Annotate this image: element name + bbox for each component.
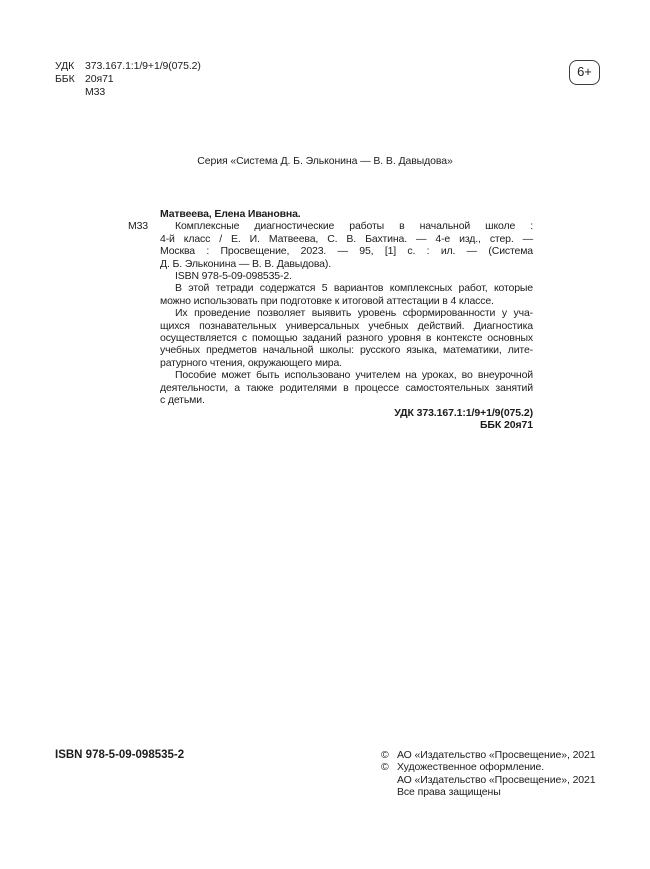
bbk-footer-line: ББК 20я71 [479, 418, 533, 431]
classification-block [55, 60, 201, 100]
copyright-line: АО «Издательство «Просвещение», 2021 [397, 749, 596, 761]
series-line: Серия «Система Д. Б. Эльконина — В. В. Давыдова» [197, 155, 453, 167]
udk-footer-line: УДК 373.167.1:1/9+1/9(075.2) [394, 406, 533, 419]
annotation-paragraph-3 [160, 369, 533, 406]
annotation-line: с детьми. [160, 394, 205, 407]
annotation-line: В этой тетради содержатся 5 вариантов комплексных работ, которые [175, 282, 533, 295]
copyright-line: Все права защищены [397, 785, 501, 798]
copyright-icon: © [381, 749, 389, 761]
description-line: 4-й класс / Е. И. Матвеева, С. В. Бахтина. — 4-е изд., стер. — [160, 232, 533, 245]
annotation-paragraph-1 [160, 282, 533, 307]
catalog-card-text [160, 208, 533, 431]
bbk-label: ББК [55, 73, 75, 86]
bbk-value: 20я71 [85, 73, 114, 86]
udk-value: 373.167.1:1/9+1/9(075.2) [85, 60, 201, 72]
copyright-icon: © [381, 761, 389, 774]
copyright-line: Художественное оформление. [397, 761, 545, 774]
annotation-line: щихся познавательных универсальных учебных действий. Диагностика [160, 319, 533, 332]
bibliographic-description [160, 220, 533, 270]
annotation-line: учебных предметов начальной школы: русского языка, математики, лите- [160, 344, 533, 357]
annotation-line: деятельности, а также родителями в процессе самостоятельных занятий [160, 381, 533, 394]
description-line: Д. Б. Эльконина — В. В. Давыдова). [160, 257, 331, 270]
annotation-line: Пособие может быть использовано учителем на уроках, во внеурочной [175, 369, 533, 382]
udk-label: УДК [55, 60, 75, 72]
annotation-line: ратурного чтения, окружающего мира. [160, 356, 342, 369]
classification-footer [160, 407, 533, 432]
annotation-paragraph-2 [160, 307, 533, 369]
author-sign: М33 [85, 86, 106, 99]
empty-cell [55, 86, 85, 99]
annotation-line: осуществляется с помощью заданий разного уровня в контексте основных [160, 332, 533, 345]
annotation-line: можно использовать при подготовке к итоговой аттестации в 4 классе. [160, 294, 494, 307]
annotation-line: Их проведение позволяет выявить уровень сформированности у уча- [175, 307, 533, 320]
isbn-line: ISBN 978-5-09-098535-2. [175, 270, 292, 283]
copyright-icon-empty [381, 786, 397, 798]
description-line: Москва : Просвещение, 2023. — 95, [1] с. : ил. — (Система [160, 245, 533, 258]
catalog-card-author-sign: М33 [128, 220, 148, 233]
catalog-card [128, 208, 533, 431]
copyright-block [381, 749, 596, 798]
copyright-line: АО «Издательство «Просвещение», 2021 [397, 773, 596, 786]
footer-isbn: ISBN 978-5-09-098535-2 [55, 749, 185, 761]
copyright-icon-empty [381, 774, 397, 786]
description-line: Комплексные диагностические работы в начальной школе : [175, 220, 533, 233]
author-heading: Матвеева, Елена Ивановна. [160, 208, 301, 220]
age-rating-badge: 6+ [569, 60, 600, 85]
